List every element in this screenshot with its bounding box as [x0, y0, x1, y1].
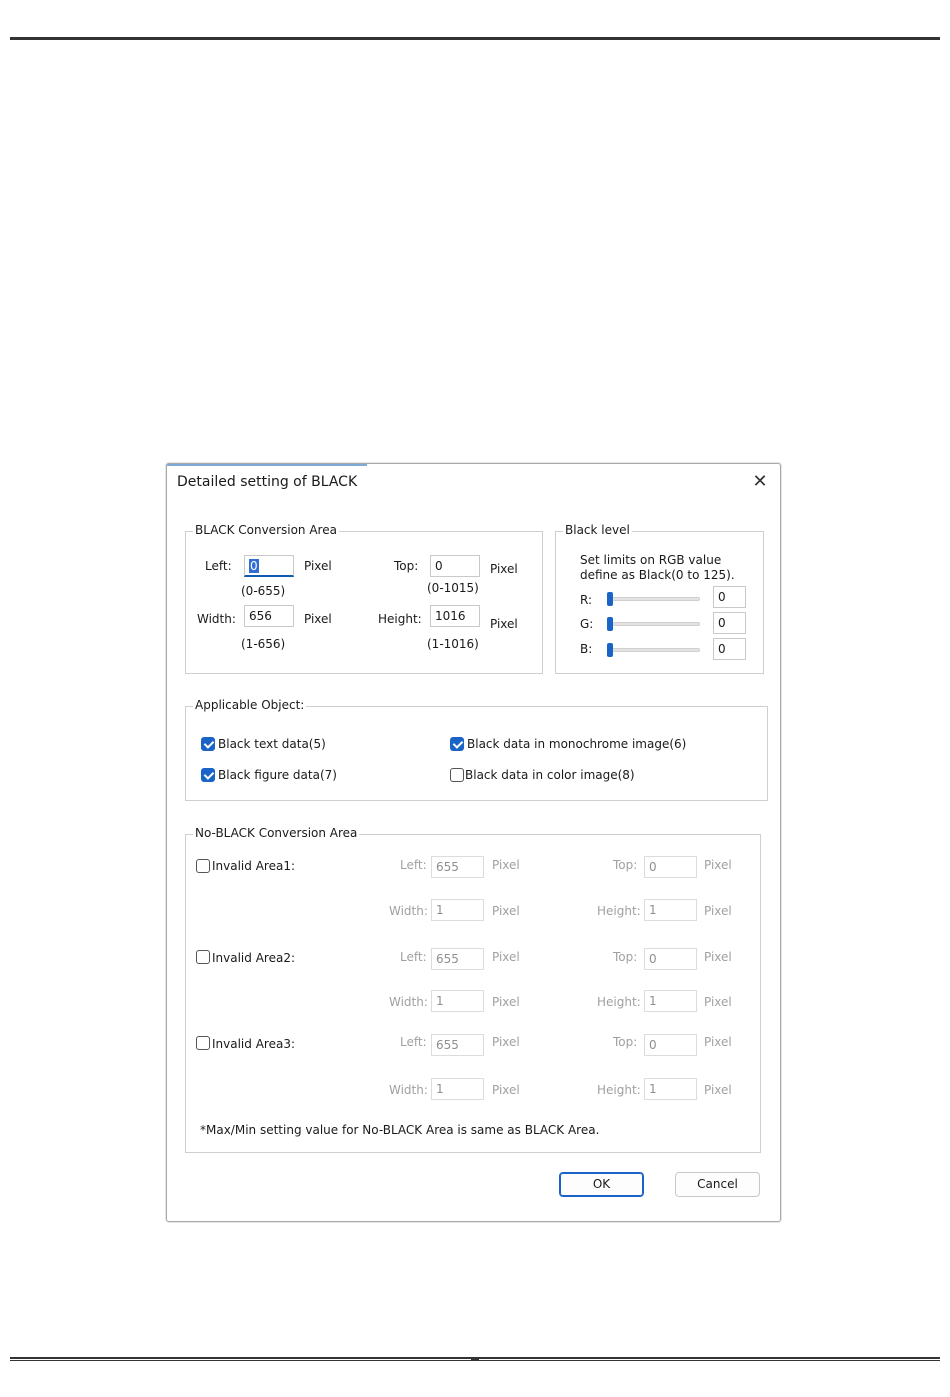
area3-height-unit: Pixel — [704, 1083, 732, 1097]
area1-left-label: Left: — [400, 858, 427, 872]
area1-top-label: Top: — [613, 858, 638, 872]
g-value-field[interactable]: 0 — [713, 612, 746, 634]
width-label: Width: — [197, 612, 236, 626]
black-level-legend: Black level — [565, 523, 630, 537]
area2-height-label: Height: — [597, 995, 641, 1009]
area3-width-label: Width: — [389, 1083, 428, 1097]
no-black-area-legend: No-BLACK Conversion Area — [195, 826, 358, 840]
area1-left-field[interactable]: 655 — [431, 856, 484, 878]
width-field[interactable]: 656 — [244, 605, 294, 627]
r-label: R: — [580, 593, 593, 607]
area3-left-field[interactable]: 655 — [431, 1034, 484, 1056]
area2-left-field[interactable]: 655 — [431, 948, 484, 970]
g-slider-thumb[interactable] — [607, 617, 613, 631]
area2-left-unit: Pixel — [492, 950, 520, 964]
black-conversion-area-legend: BLACK Conversion Area — [195, 523, 337, 537]
invalid-area1-label[interactable]: Invalid Area1: — [212, 859, 295, 873]
page-mark — [471, 1358, 479, 1360]
top-unit: Pixel — [490, 562, 518, 576]
area2-width-unit: Pixel — [492, 995, 520, 1009]
g-label: G: — [580, 617, 594, 631]
area1-height-unit: Pixel — [704, 904, 732, 918]
left-field[interactable] — [244, 555, 294, 577]
black-level-desc-1: Set limits on RGB value — [580, 553, 722, 567]
close-icon[interactable]: ✕ — [752, 471, 768, 492]
area1-left-unit: Pixel — [492, 858, 520, 872]
area3-top-label: Top: — [613, 1035, 638, 1049]
black-figure-data-checkbox[interactable] — [201, 768, 215, 782]
black-color-image-label[interactable]: Black data in color image(8) — [465, 768, 635, 782]
b-slider[interactable] — [607, 648, 700, 652]
area1-width-unit: Pixel — [492, 904, 520, 918]
top-field[interactable]: 0 — [430, 555, 480, 577]
area1-width-label: Width: — [389, 904, 428, 918]
area2-top-unit: Pixel — [704, 950, 732, 964]
invalid-area3-checkbox[interactable] — [196, 1036, 210, 1050]
g-slider[interactable] — [607, 622, 700, 626]
black-text-data-checkbox[interactable] — [201, 737, 215, 751]
area1-width-field[interactable]: 1 — [431, 899, 484, 921]
black-mono-image-checkbox[interactable] — [450, 737, 464, 751]
b-slider-thumb[interactable] — [607, 643, 613, 657]
invalid-area1-checkbox[interactable] — [196, 859, 210, 873]
area2-left-label: Left: — [400, 950, 427, 964]
b-label: B: — [580, 642, 593, 656]
r-slider-thumb[interactable] — [607, 592, 613, 606]
invalid-area3-label[interactable]: Invalid Area3: — [212, 1037, 295, 1051]
title-accent — [167, 464, 367, 466]
area3-left-label: Left: — [400, 1035, 427, 1049]
black-level-desc-2: define as Black(0 to 125). — [580, 568, 735, 582]
no-black-note: *Max/Min setting value for No-BLACK Area is same as BLACK Area. — [200, 1123, 600, 1137]
r-slider[interactable] — [607, 597, 700, 601]
area2-top-field[interactable]: 0 — [644, 948, 697, 970]
area3-top-unit: Pixel — [704, 1035, 732, 1049]
area2-top-label: Top: — [613, 950, 638, 964]
left-range: (0-655) — [241, 584, 286, 598]
applicable-object-group — [185, 698, 768, 801]
ok-button[interactable]: OK — [559, 1172, 644, 1197]
black-conversion-area-group — [185, 523, 543, 674]
height-unit: Pixel — [490, 617, 518, 631]
black-settings-dialog — [166, 463, 781, 1222]
area1-top-unit: Pixel — [704, 858, 732, 872]
invalid-area2-checkbox[interactable] — [196, 950, 210, 964]
left-label: Left: — [205, 559, 232, 573]
cancel-button[interactable]: Cancel — [675, 1172, 760, 1197]
height-label: Height: — [378, 612, 422, 626]
b-value-field[interactable]: 0 — [713, 638, 746, 660]
area2-width-field[interactable]: 1 — [431, 990, 484, 1012]
area2-width-label: Width: — [389, 995, 428, 1009]
invalid-area2-label[interactable]: Invalid Area2: — [212, 951, 295, 965]
left-unit: Pixel — [304, 559, 332, 573]
black-color-image-checkbox[interactable] — [450, 768, 464, 782]
area3-height-field[interactable]: 1 — [644, 1078, 697, 1100]
top-label: Top: — [394, 559, 419, 573]
area2-height-field[interactable]: 1 — [644, 990, 697, 1012]
width-unit: Pixel — [304, 612, 332, 626]
r-value-field[interactable]: 0 — [713, 586, 746, 608]
black-figure-data-label[interactable]: Black figure data(7) — [218, 768, 337, 782]
applicable-object-legend: Applicable Object: — [195, 698, 305, 712]
area1-height-label: Height: — [597, 904, 641, 918]
area3-top-field[interactable]: 0 — [644, 1034, 697, 1056]
page-header-rule — [10, 37, 940, 40]
area2-height-unit: Pixel — [704, 995, 732, 1009]
dialog-title: Detailed setting of BLACK — [177, 474, 358, 490]
left-field-value: 0 — [250, 559, 258, 573]
area1-top-field[interactable]: 0 — [644, 856, 697, 878]
area3-height-label: Height: — [597, 1083, 641, 1097]
area1-height-field[interactable]: 1 — [644, 899, 697, 921]
black-text-data-label[interactable]: Black text data(5) — [218, 737, 326, 751]
height-field[interactable]: 1016 — [430, 605, 480, 627]
area3-width-field[interactable]: 1 — [431, 1078, 484, 1100]
width-range: (1-656) — [241, 637, 286, 651]
area3-left-unit: Pixel — [492, 1035, 520, 1049]
height-range: (1-1016) — [427, 637, 479, 651]
area3-width-unit: Pixel — [492, 1083, 520, 1097]
top-range: (0-1015) — [427, 581, 479, 595]
black-mono-image-label[interactable]: Black data in monochrome image(6) — [467, 737, 687, 751]
